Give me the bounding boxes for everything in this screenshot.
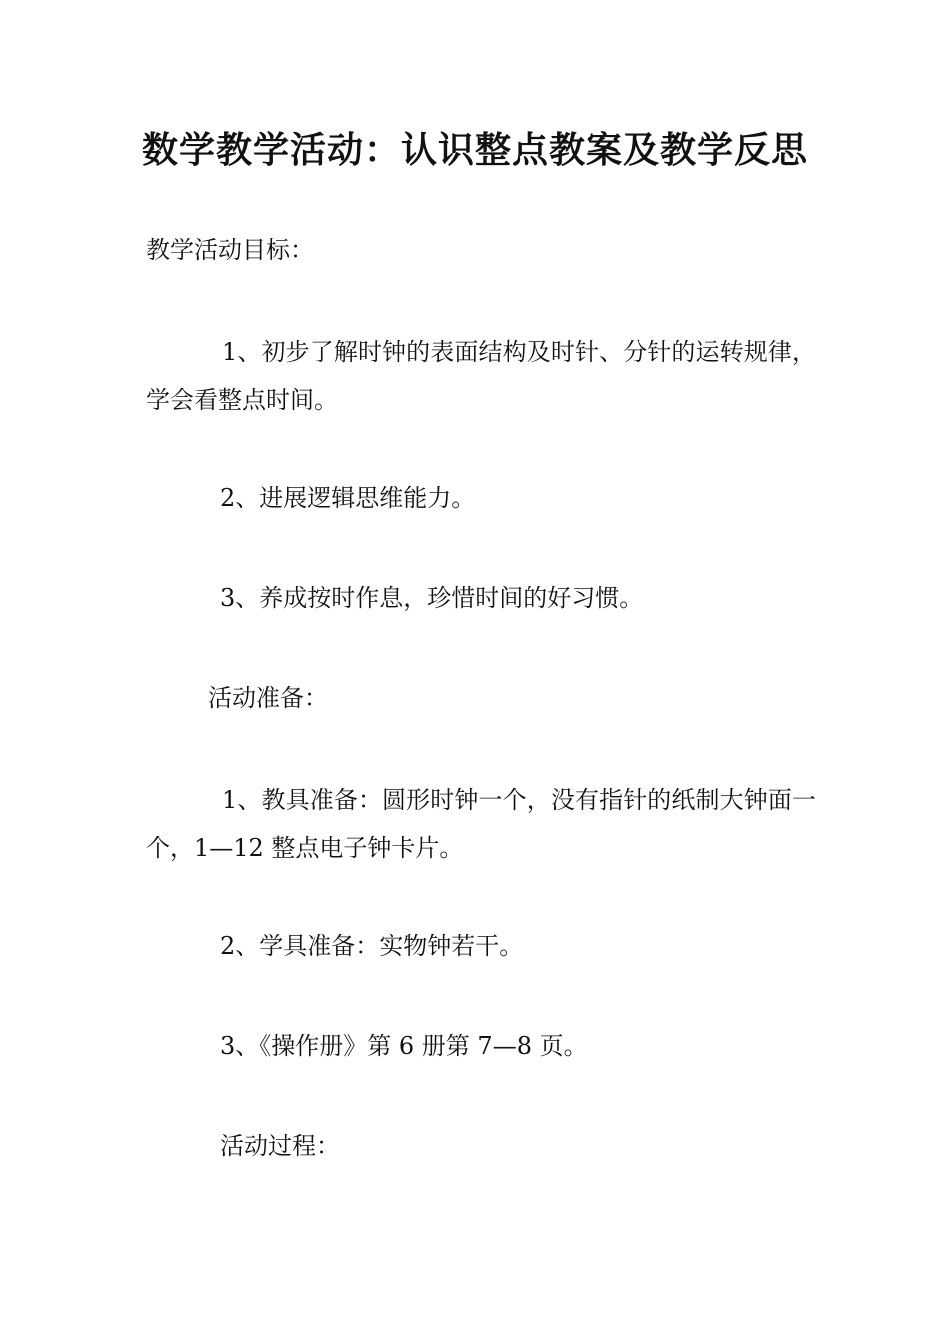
document-title: 数学教学活动：认识整点教案及教学反思 bbox=[141, 130, 808, 171]
goal-item-2: 2、进展逻辑思维能力。 bbox=[220, 484, 476, 512]
prep-item-2: 2、学具准备：实物钟若干。 bbox=[220, 932, 524, 960]
section-heading-goals: 教学活动目标： bbox=[146, 236, 314, 264]
section-heading-process: 活动过程： bbox=[220, 1132, 340, 1160]
section-heading-preparation: 活动准备： bbox=[208, 684, 328, 712]
prep-item-1: 1、教具准备：圆形时钟一个，没有指针的纸制大钟面一个，1—12 整点电子钟卡片。 bbox=[146, 786, 816, 862]
prep-item-3: 3、《操作册》第 6 册第 7—8 页。 bbox=[220, 1032, 588, 1060]
goal-item-1: 1、初步了解时钟的表面结构及时针、分针的运转规律，学会看整点时间。 bbox=[146, 338, 816, 414]
goal-item-3: 3、养成按时作息，珍惜时间的好习惯。 bbox=[220, 584, 644, 612]
